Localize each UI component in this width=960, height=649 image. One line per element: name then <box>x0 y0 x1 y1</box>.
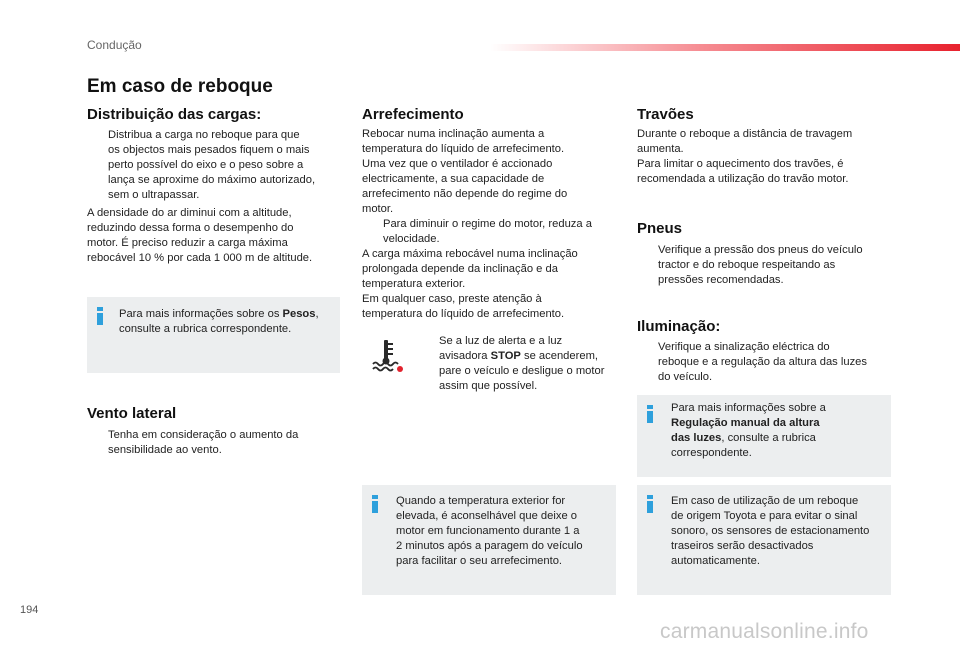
text-line: Verifique a sinalização eléctrica do <box>658 341 830 353</box>
watermark: carmanualsonline.info <box>660 620 869 643</box>
text-line: sonoro, os sensores de estacionamento <box>671 525 870 537</box>
cooling-warning-bullet <box>418 334 623 394</box>
text-line: lança se aproxime do máximo autorizado, <box>108 174 316 186</box>
section-label: Condução <box>87 38 142 52</box>
text-line: motor. <box>362 203 394 215</box>
cooling-bullet <box>362 217 617 247</box>
brakes-paragraph <box>637 127 892 187</box>
text-line: recomendada a utilização do travão motor. <box>637 173 849 185</box>
text-line: Se a luz de alerta e a luz <box>439 335 563 347</box>
text-line: arrefecimento não depende do regime do <box>362 188 568 200</box>
text-line: Em caso de utilização de um reboque <box>671 495 859 507</box>
text-line: rebocável 10 % por cada 1 000 m de altitude. <box>87 252 313 264</box>
text-line: motor em funcionamento durante 1 a <box>396 525 580 537</box>
headlamp-link-text: Regulação manual da altura <box>671 417 820 429</box>
coolant-temperature-warning-icon <box>368 338 406 374</box>
text-line: Para mais informações sobre os <box>119 308 283 320</box>
load-distribution-paragraph <box>87 206 347 266</box>
cooling-paragraph-1 <box>362 127 617 217</box>
text-line: se acenderem, <box>520 350 599 362</box>
text-line: Quando a temperatura exterior for <box>396 495 566 507</box>
text-line: velocidade. <box>383 233 440 245</box>
text-line: Para mais informações sobre a <box>671 402 826 414</box>
text-line: elevada, é aconselhável que deixe o <box>396 510 577 522</box>
text-line: Distribua a carga no reboque para que <box>108 129 300 141</box>
text-line: motor. É preciso reduzir a carga máxima <box>87 237 288 249</box>
info-icon <box>97 307 103 325</box>
text-line: Em qualquer caso, preste atenção à <box>362 293 542 305</box>
text-line: Uma vez que o ventilador é accionado <box>362 158 553 170</box>
text-line: Verifique a pressão dos pneus do veículo <box>658 244 863 256</box>
text-line: reduzindo dessa forma o desempenho do <box>87 222 294 234</box>
text-line: temperatura do líquido de arrefecimento. <box>362 308 565 320</box>
text-line: automaticamente. <box>671 555 760 567</box>
text-line: os objectos mais pesados fiquem o mais <box>108 144 310 156</box>
load-distribution-heading: Distribuição das cargas: <box>87 106 262 123</box>
text-line: para facilitar o seu arrefecimento. <box>396 555 563 567</box>
text-line: electricamente, a sua capacidade de <box>362 173 545 185</box>
text-line: sem o ultrapassar. <box>108 189 200 201</box>
text-line: aumenta. <box>637 143 684 155</box>
text-line: correspondente. <box>671 447 752 459</box>
info-box-headlamp-adjustment <box>637 395 891 477</box>
text-line: pressões recomendadas. <box>658 274 784 286</box>
info-icon <box>372 495 378 513</box>
info-box-parking-sensors <box>637 485 891 595</box>
info-icon <box>647 405 653 423</box>
lighting-bullet <box>637 340 892 385</box>
text-line: A densidade do ar diminui com a altitude, <box>87 207 292 219</box>
text-line: Para limitar o aquecimento dos travões, é <box>637 158 844 170</box>
text-line: traseiros serão desactivados <box>671 540 814 552</box>
text-line: Tenha em consideração o aumento da <box>108 429 299 441</box>
text-line: tractor e do reboque respeitando as <box>658 259 836 271</box>
text-line: , consulte a rubrica <box>721 432 816 444</box>
load-distribution-bullet <box>87 128 342 203</box>
stop-label: STOP <box>490 350 521 362</box>
info-icon <box>647 495 653 513</box>
headlamp-link-text: das luzes <box>671 432 722 444</box>
lighting-heading: Iluminação: <box>637 318 721 335</box>
tyres-heading: Pneus <box>637 220 683 237</box>
text-line: temperatura do líquido de arrefecimento. <box>362 143 565 155</box>
header-gradient-bar <box>490 44 960 51</box>
cooling-heading: Arrefecimento <box>362 106 464 123</box>
text-line: perto possível do eixo e o peso sobre a <box>108 159 304 171</box>
info-box-weights <box>87 297 340 373</box>
text-line: do veículo. <box>658 371 713 383</box>
text-line: de origem Toyota e para evitar o sinal <box>671 510 858 522</box>
text-line: Rebocar numa inclinação aumenta a <box>362 128 545 140</box>
tyres-bullet <box>637 243 892 288</box>
text-line: Para diminuir o regime do motor, reduza a <box>383 218 592 230</box>
text-line: sensibilidade ao vento. <box>108 444 222 456</box>
text-line: consulte a rubrica correspondente. <box>119 323 292 335</box>
text-line: temperatura exterior. <box>362 278 466 290</box>
brakes-heading: Travões <box>637 106 694 123</box>
page-number: 194 <box>20 604 39 616</box>
page-title: Em caso de reboque <box>87 76 273 97</box>
text-line: reboque e a regulação da altura das luzes <box>658 356 867 368</box>
text-punct: , <box>315 308 319 320</box>
side-wind-bullet <box>87 428 342 458</box>
text-line: pare o veículo e desligue o motor <box>439 365 605 377</box>
info-box-temperature <box>362 485 616 595</box>
cooling-paragraph-2 <box>362 247 617 322</box>
text-line: Durante o reboque a distância de travagem <box>637 128 853 140</box>
weights-link-text: Pesos <box>282 308 316 320</box>
text-line: A carga máxima rebocável numa inclinação <box>362 248 578 260</box>
side-wind-heading: Vento lateral <box>87 405 177 422</box>
text-line: 2 minutos após a paragem do veículo <box>396 540 583 552</box>
text-line: assim que possível. <box>439 380 538 392</box>
text-line: avisadora <box>439 350 491 362</box>
text-line: prolongada depende da inclinação e da <box>362 263 558 275</box>
